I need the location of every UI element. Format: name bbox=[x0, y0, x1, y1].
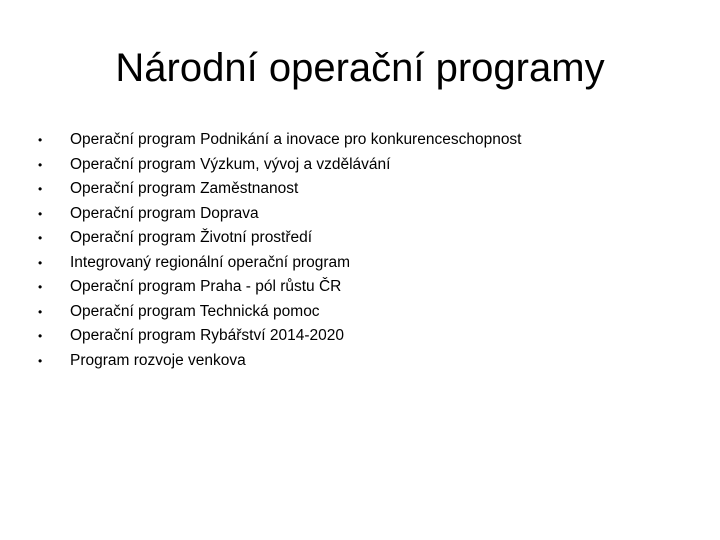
list-item-text: Operační program Výzkum, vývoj a vzdělávání bbox=[70, 155, 391, 173]
list-item-text: Integrovaný regionální operační program bbox=[70, 253, 351, 271]
list-item-text: Operační program Rybářství 2014-2020 bbox=[70, 327, 344, 344]
bullet-icon: • bbox=[38, 280, 43, 294]
bullet-icon: • bbox=[38, 231, 43, 245]
list-item-text: Operační program Životní prostředí bbox=[70, 229, 313, 246]
bullet-icon: • bbox=[38, 182, 43, 196]
bullet-icon: • bbox=[38, 304, 43, 319]
list-item-text: Operační program Doprava bbox=[70, 204, 259, 222]
list-item bbox=[0, 226, 720, 251]
bullet-icon: • bbox=[38, 255, 43, 270]
list-item-text: Program rozvoje venkova bbox=[70, 351, 246, 369]
list-item bbox=[0, 349, 720, 374]
list-item bbox=[0, 324, 720, 349]
slide-title: Národní operační programy bbox=[115, 46, 605, 90]
list-item-text: Operační program Zaměstnanost bbox=[70, 180, 299, 197]
list-item-text: Operační program Praha - pól růstu ČR bbox=[70, 278, 342, 295]
list-item-text: Operační program Podnikání a inovace pro konkurenceschopnost bbox=[70, 131, 522, 148]
list-item bbox=[0, 300, 720, 325]
bullet-icon: • bbox=[38, 157, 43, 172]
list-item bbox=[0, 128, 720, 153]
list-item bbox=[0, 153, 720, 178]
bullet-icon: • bbox=[38, 206, 43, 221]
list-item-text: Operační program Technická pomoc bbox=[70, 302, 320, 320]
bullet-icon: • bbox=[38, 329, 43, 343]
list-item bbox=[0, 251, 720, 276]
bullet-icon: • bbox=[38, 353, 43, 368]
list-item bbox=[0, 275, 720, 300]
list-item bbox=[0, 177, 720, 202]
bullet-list bbox=[0, 128, 720, 373]
bullet-icon: • bbox=[38, 133, 43, 147]
list-item bbox=[0, 202, 720, 227]
